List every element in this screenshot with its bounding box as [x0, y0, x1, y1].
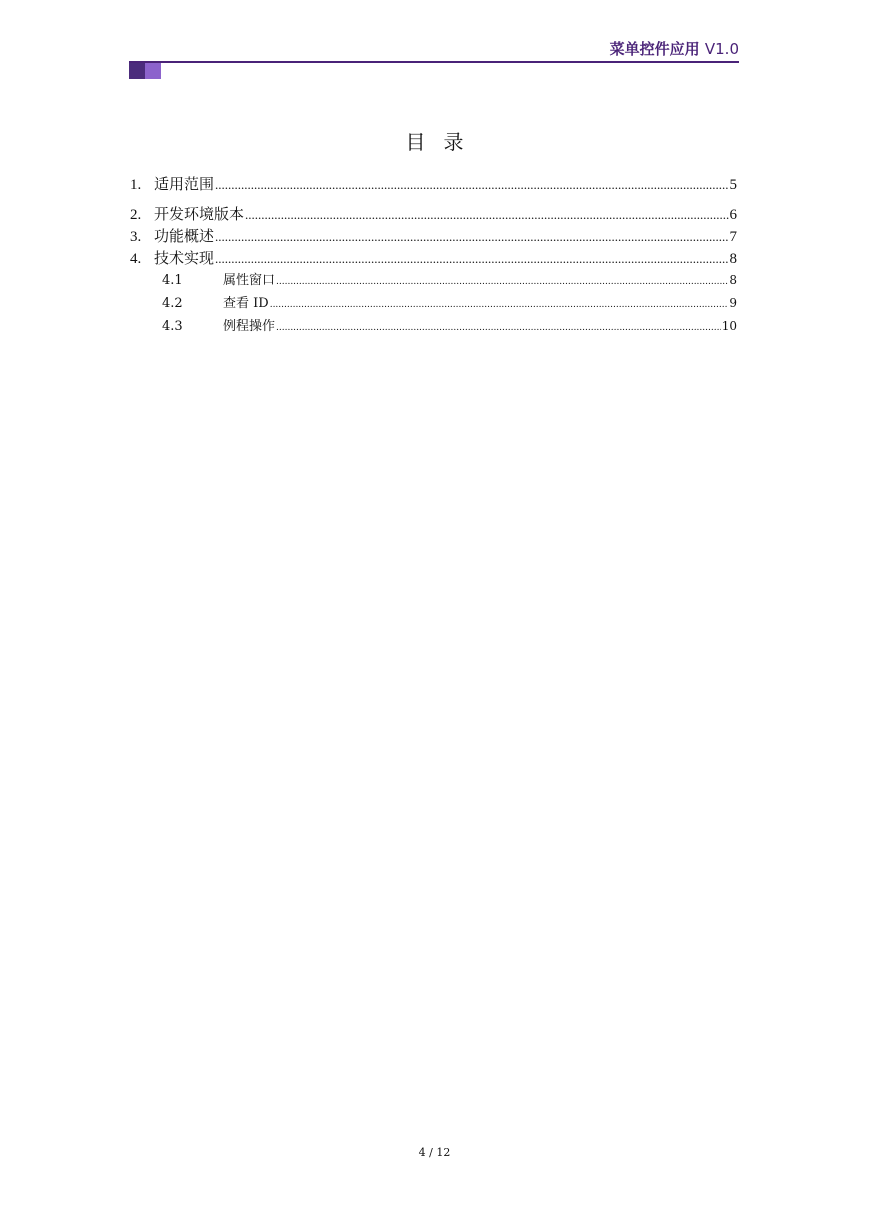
- toc-subentry-label: 属性窗口: [223, 273, 276, 288]
- toc-entry-number: 2.: [130, 207, 142, 223]
- toc-entry-page: 6: [729, 207, 737, 223]
- toc-leader-dots: [215, 226, 728, 248]
- toc-title: [0, 126, 869, 155]
- toc-entry-number: 4.: [130, 251, 142, 267]
- toc-leader-dots: [276, 317, 721, 340]
- toc-subentry[interactable]: [130, 269, 737, 292]
- toc-subentry-page: 10: [721, 319, 737, 333]
- toc-entry-label: 开发环境版本: [154, 205, 245, 223]
- toc-entry-label: 功能概述: [154, 227, 215, 245]
- toc-entry-page: 5: [729, 177, 737, 193]
- toc-leader-dots: [276, 271, 728, 294]
- toc-leader-dots: [245, 204, 728, 226]
- toc-subentry-number: 4.3: [162, 319, 183, 334]
- toc-entry-label: 技术实现: [154, 249, 215, 267]
- toc-title-char: 录: [443, 130, 464, 154]
- toc-entry-page: 7: [729, 229, 737, 245]
- table-of-contents: [130, 173, 737, 338]
- toc-entry[interactable]: [130, 203, 737, 225]
- header-decoration-block-dark: [129, 63, 145, 79]
- toc-leader-dots: [215, 174, 728, 196]
- toc-entry-number: 1.: [130, 177, 142, 193]
- toc-subentry[interactable]: [130, 292, 737, 315]
- document-header-title: [610, 38, 739, 59]
- toc-entry-label: 适用范围: [154, 175, 215, 193]
- toc-entry-number: 3.: [130, 229, 142, 245]
- toc-entry[interactable]: [130, 173, 737, 195]
- header-rule: [129, 61, 739, 63]
- header-decoration-block-light: [145, 63, 161, 79]
- toc-subentry-page: 9: [729, 296, 737, 310]
- toc-subentry-label: 例程操作: [223, 319, 276, 334]
- toc-entry-page: 8: [729, 251, 737, 267]
- toc-subentry-page: 8: [729, 273, 737, 287]
- page-number: 4 / 12: [418, 1146, 451, 1159]
- toc-subentry-number: 4.1: [162, 273, 183, 288]
- header-version: V1.0: [704, 40, 739, 58]
- toc-entry[interactable]: [130, 247, 737, 269]
- header-title-text: 菜单控件应用: [609, 40, 700, 58]
- toc-subentry-label: 查看 ID: [223, 296, 269, 311]
- toc-leader-dots: [215, 248, 728, 270]
- toc-title-char: 目: [405, 130, 426, 154]
- toc-entry[interactable]: [130, 225, 737, 247]
- toc-subentry-number: 4.2: [162, 296, 183, 311]
- toc-subentry[interactable]: [130, 315, 737, 338]
- toc-leader-dots: [270, 294, 729, 317]
